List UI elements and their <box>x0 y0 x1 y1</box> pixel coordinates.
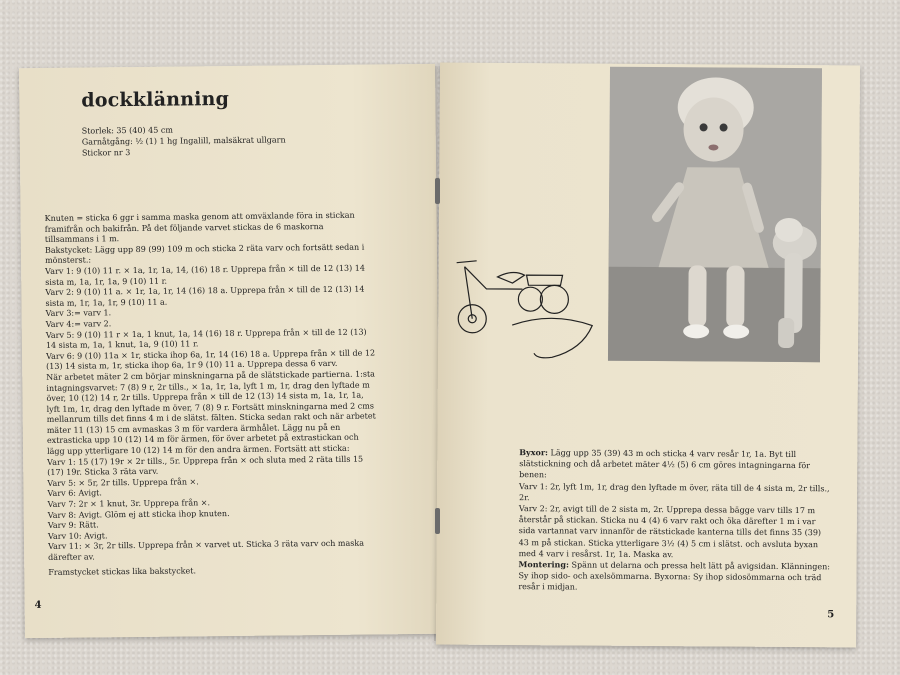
montering-text: Spänn ut delarna och pressa helt lätt på avigsidan. Klänningen: Sy ihop sido- och axelsömmarna. Byxorna: Sy ihop sidosömmarna och träd resår i midjan. <box>518 560 831 592</box>
staple <box>435 508 440 534</box>
byxor-label: Byxor: <box>519 447 549 458</box>
page-number-left: 4 <box>34 599 42 612</box>
instruction-paragraph: Bakstycket: Lägg upp 89 (99) 109 m och sticka 2 räta varv och fortsätt sedan i mönsterst.: <box>44 242 365 266</box>
pants-instructions <box>518 447 831 595</box>
right-page <box>436 63 860 648</box>
instruction-paragraph: Varv 5: 9 (10) 11 r × 1a, 1 knut, 1a, 14 (16) 18 r. Upprepa från × till de 12 (13) 14 sista m, 1a, 1 knut, 1a, 9 (10) 11 r. <box>45 327 367 351</box>
byxor-paragraph <box>519 447 831 483</box>
instruction-paragraph: Framstycket stickas lika bakstycket. <box>48 565 197 577</box>
instruction-paragraph: Varv 11: × 3r, 2r tills. Upprepa från × varvet ut. Sticka 3 räta varv och maska därefter av. <box>47 539 365 562</box>
instruction-paragraph: Varv 8: Avigt. Glöm ej att sticka ihop knuten. <box>47 508 230 520</box>
instruction-paragraph: Varv 4:= varv 2. <box>45 319 112 329</box>
spec-size: Storlek: 35 (40) 45 cm <box>81 125 173 136</box>
pattern-title: dockklänning <box>81 87 230 112</box>
instruction-paragraph: Varv 3:= varv 1. <box>45 308 112 319</box>
spec-needles: Stickor nr 3 <box>81 148 131 158</box>
montering-paragraph <box>518 559 830 595</box>
instruction-paragraph: Varv 10: Avigt. <box>47 531 108 541</box>
instruction-paragraph: Varv 9: Rätt. <box>47 520 99 531</box>
instruction-paragraph: Knuten = sticka 6 ggr i samma maska genom att omväxlande föra in stickan framifrån och bakifrån. På det följande varvet stickas de 6 maskorna tillsammans i 1 m. <box>44 210 355 245</box>
byxor-text: Lägg upp 35 (39) 43 m och sticka 4 varv resår 1r, 1a. Byt till slätstickning och då arbetet mäter 4½ (5) 6 cm göres intagningarna för benen: <box>519 448 811 480</box>
doll-photo <box>608 67 822 362</box>
byxor-varv-2: Varv 2: 2r, avigt till de 2 sista m, 2r. Upprepa dessa bägge varv tills 17 m återstår på stickan. Sticka nu 4 (4) 6 varv rakt och öka därefter 1 m i var sida vartannat varv innanför de rätstickade kanterna tills det finns 35 (39) 43 m på stickan. Sticka ytterligare 3½ (4) 5 cm i slätst. och avsluta byxan med 4 varv i resårst. 1r, 1a. Maska av. <box>518 504 822 560</box>
tricycle-illustration <box>442 249 603 370</box>
spec-yarn: Garnåtgång: ½ (1) 1 hg Ingalill, malsäkrat ullgarn <box>81 135 286 147</box>
left-page <box>19 64 441 638</box>
instruction-paragraph: Varv 5: × 5r, 2r tills. Upprepa från ×. <box>47 477 199 488</box>
instruction-paragraph: Varv 6: 9 (10) 11a × 1r, sticka ihop 6a, 1r, 14 (16) 18 a. Upprepa från × till de 12 (13) 14 sista m, 1r, sticka ihop 6a, 1r 9 (10) 11 a. Upprepa dessa 6 varv. <box>45 348 376 372</box>
instruction-paragraph: När arbetet mäter 2 cm börjar minskningarna på de slätstickade partierna. 1:sta intagningsvarvet: 7 (8) 9 r, 2r tills., × 1a, 1r, 1a, lyft 1 m, 1r, drag den lyftade m över, 10 (12) 14 r, 2r tills. Upprepa från × till de 12 (13) 14 sista m, 1a, 1r, 1a, lyft 1m, 1r, drag den lyftade m över, 7 (8) 9 r. Fortsätt minskningarna med 2 cms mellanrum tills det finns 4 m i de slätst. fälten. Sticka sedan rakt och när arbetet mäter 11 (13) 15 cm avmaskas 3 m för vardera ärmhålet. Lägg nu på en extrasticka upp 10 (12) 14 m för ärmen, för över arbetet på extrastickan och lägg upp ytterligare 10 (12) 14 m för den andra ärmen. Fortsätt att sticka: <box>46 369 376 456</box>
page-number-right: 5 <box>827 609 835 621</box>
instruction-paragraph: Varv 1: 9 (10) 11 r. × 1a, 1r, 1a, 14, (16) 18 r. Upprepa från × till de 12 (13) 14 sista m, 1a, 1r, 1a, 9 (10) 11 r. <box>45 263 365 287</box>
instruction-paragraph: Varv 2: 9 (10) 11 a. × 1r, 1a, 1r, 14 (16) 18 a. Upprepa från × till de 12 (13) 14 sista m, 1r, 1a, 1r, 9 (10) 11 a. <box>45 284 365 308</box>
instruction-paragraph: Varv 7: 2r × 1 knut, 3r. Upprepa från ×. <box>47 498 211 509</box>
instruction-paragraph: Varv 1: 15 (17) 19r × 2r tills., 5r. Upprepa från × och sluta med 2 räta tills 15 (17) 19r. Sticka 3 räta varv. <box>47 454 364 478</box>
montering-label: Montering: <box>518 559 569 570</box>
byxor-varv-1: Varv 1: 2r, lyft 1m, 1r, drag den lyftade m över, räta till de 4 sista m, 2r tills., 2r. <box>518 481 830 502</box>
pattern-specs <box>82 123 286 158</box>
staple <box>435 178 440 204</box>
instructions-text <box>45 210 379 578</box>
instruction-paragraph: Varv 6: Avigt. <box>47 488 102 499</box>
